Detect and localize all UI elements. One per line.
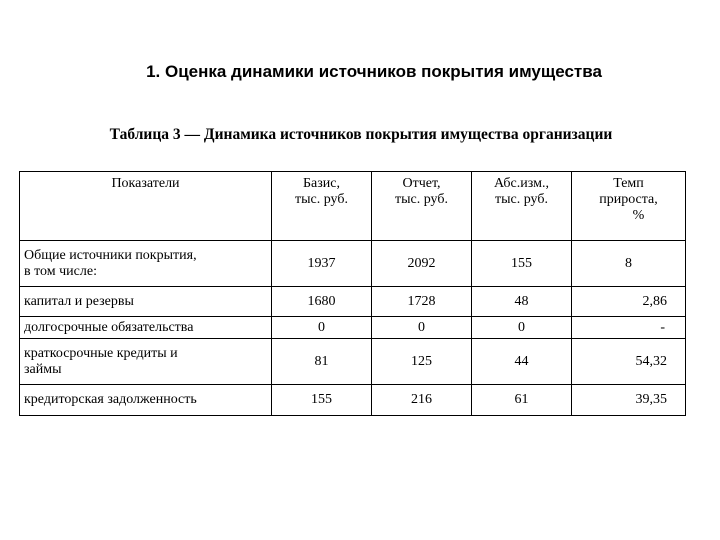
cell-abs-change: 155 — [472, 241, 572, 287]
table-row — [20, 287, 686, 317]
header-growth-rate — [572, 172, 686, 241]
cell-base: 1680 — [272, 287, 372, 317]
header-growth-rate-line2: прироста, — [599, 192, 658, 207]
cell-report: 216 — [372, 385, 472, 416]
table-caption: Таблица 3 — Динамика источников покрытия имущества организации — [109, 126, 613, 143]
header-base-line2: тыс. руб. — [295, 192, 348, 207]
table-header-row — [20, 172, 686, 241]
data-table — [19, 171, 686, 416]
cell-abs-change: 0 — [472, 317, 572, 339]
cell-abs-change: 48 — [472, 287, 572, 317]
row-label-line2: в том числе: — [24, 263, 97, 279]
row-label-line1: Общие источники покрытия, — [24, 247, 197, 263]
cell-report: 2092 — [372, 241, 472, 287]
row-label-line1: краткосрочные кредиты и — [24, 345, 178, 361]
header-growth-rate-line1: Темп — [613, 176, 644, 191]
table-row — [20, 339, 686, 385]
row-label: долгосрочные обязательства — [20, 317, 272, 339]
header-growth-rate-line3: % — [632, 208, 645, 223]
cell-base: 0 — [272, 317, 372, 339]
cell-growth-rate: 2,86 — [572, 287, 686, 317]
cell-abs-change: 61 — [472, 385, 572, 416]
header-report-line1: Отчет, — [402, 176, 441, 191]
header-abs-change-line2: тыс. руб. — [495, 192, 548, 207]
section-heading: 1. Оценка динамики источников покрытия имущества — [146, 62, 602, 81]
table-row — [20, 241, 686, 287]
cell-base: 81 — [272, 339, 372, 385]
cell-abs-change: 44 — [472, 339, 572, 385]
header-indicators: Показатели — [20, 172, 272, 241]
table-row — [20, 385, 686, 416]
header-report — [372, 172, 472, 241]
cell-growth-rate: 8 — [572, 241, 686, 287]
row-label — [20, 241, 272, 287]
cell-growth-rate: 54,32 — [572, 339, 686, 385]
row-label: кредиторская задолженность — [20, 385, 272, 416]
table-row — [20, 317, 686, 339]
cell-report: 125 — [372, 339, 472, 385]
cell-report: 1728 — [372, 287, 472, 317]
header-report-line2: тыс. руб. — [395, 192, 448, 207]
header-abs-change-line1: Абс.изм., — [494, 176, 549, 191]
header-abs-change — [472, 172, 572, 241]
row-label — [20, 339, 272, 385]
header-base-line1: Базис, — [303, 176, 340, 191]
cell-base: 1937 — [272, 241, 372, 287]
cell-growth-rate: 39,35 — [572, 385, 686, 416]
cell-report: 0 — [372, 317, 472, 339]
row-label-line2: займы — [24, 361, 62, 377]
row-label: капитал и резервы — [20, 287, 272, 317]
cell-growth-rate: - — [572, 317, 686, 339]
header-base — [272, 172, 372, 241]
cell-base: 155 — [272, 385, 372, 416]
